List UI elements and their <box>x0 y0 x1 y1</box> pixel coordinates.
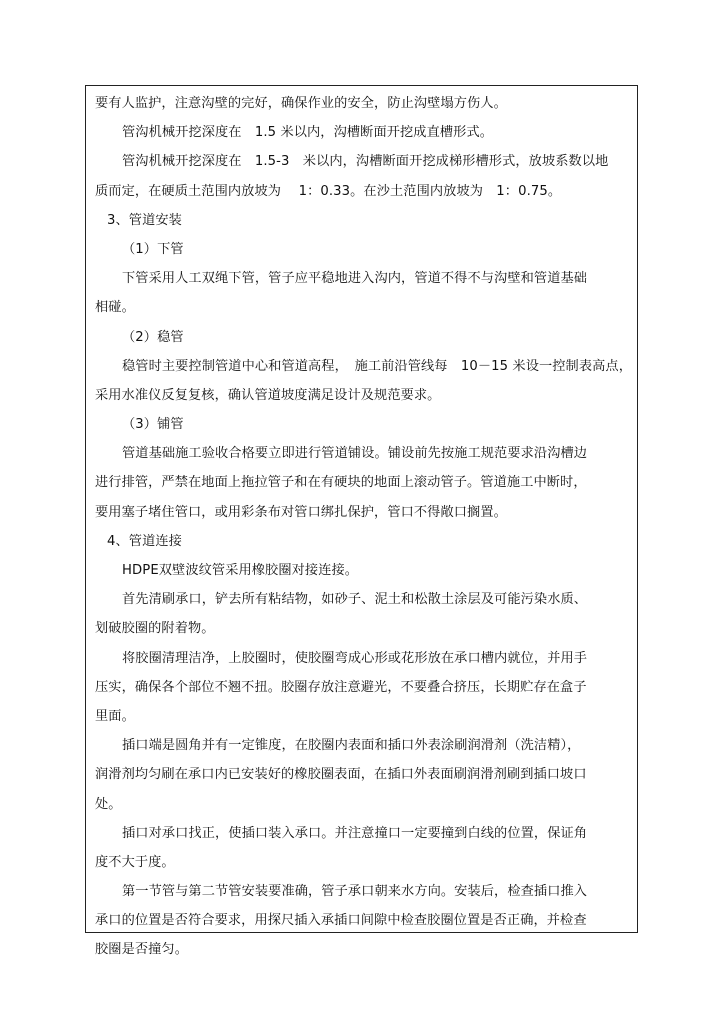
text-line: 进行排管，严禁在地面上拖拉管子和在有硬块的地面上滚动管子。管道施工中断时， <box>95 475 587 491</box>
text-line: 管沟机械开挖深度在 1.5 米以内，沟槽断面开挖成直槽形式。 <box>122 125 494 141</box>
text-line: 要用塞子堵住管口，或用彩条布对管口绑扎保护，管口不得敞口搁置。 <box>95 504 507 520</box>
text-line: 采用水准仪反复复核，确认管道坡度满足设计及规范要求。 <box>95 387 441 403</box>
subsection-heading: （3）铺管 <box>122 417 184 433</box>
text-line: 将胶圈清理洁净，上胶圈时，使胶圈弯成心形或花形放在承口槽内就位，并用手 <box>122 650 588 666</box>
text-line: 度不大于度。 <box>95 854 175 870</box>
text-line: 插口端是圆角并有一定锥度，在胶圈内表面和插口外表涂刷润滑剂（洗洁精）， <box>122 738 581 754</box>
text-line: 管沟机械开挖深度在 1.5-3 米以内，沟槽断面开挖成梯形槽形式，放坡系数以地 <box>122 154 609 170</box>
text-line: 胶圈是否撞匀。 <box>95 942 189 958</box>
text-line: 质而定，在硬质土范围内放坡为 1：0.33。在沙土范围内放坡为 1：0.75。 <box>95 183 562 199</box>
text-line: 下管采用人工双绳下管，管子应平稳地进入沟内，管道不得不与沟壁和管道基础 <box>122 271 588 287</box>
text-line: 插口对承口找正，使插口装入承口。并注意撞口一定要撞到白线的位置，保证角 <box>122 825 588 841</box>
subsection-heading: （1）下管 <box>122 241 184 257</box>
text-line: 稳管时主要控制管道中心和管道高程， 施工前沿管线每 10－15 米设一控制表高点， <box>122 358 632 374</box>
text-line: HDPE双壁波纹管采用橡胶圈对接连接。 <box>122 563 359 578</box>
text-line: 要有人监护，注意沟壁的完好，确保作业的安全，防止沟壁塌方伤人。 <box>95 96 507 111</box>
text-line: 处。 <box>95 796 122 812</box>
section-heading: 3、管道安装 <box>107 212 182 228</box>
text-line: 首先清刷承口，铲去所有粘结物，如砂子、泥土和松散土涂层及可能污染水质、 <box>122 592 588 608</box>
section-heading: 4、管道连接 <box>107 533 182 549</box>
text-line: 里面。 <box>95 708 135 724</box>
text-line: 压实，确保各个部位不翘不扭。胶圈存放注意避光，不要叠合挤压，长期贮存在盒子 <box>95 679 587 695</box>
text-line: 第一节管与第二节管安装要准确，管子承口朝来水方向。安装后，检查插口推入 <box>122 884 588 900</box>
text-line: 划破胶圈的附着物。 <box>95 621 215 637</box>
subsection-heading: （2）稳管 <box>122 329 184 345</box>
document-body <box>95 94 635 970</box>
text-line: 管道基础施工验收合格要立即进行管道铺设。铺设前先按施工规范要求沿沟槽边 <box>122 446 588 462</box>
text-line: 承口的位置是否符合要求，用探尺插入承插口间隙中检查胶圈位置是否正确，并检查 <box>95 913 587 929</box>
text-line: 相碰。 <box>95 300 135 316</box>
text-line: 润滑剂均匀刷在承口内已安装好的橡胶圈表面，在插口外表面刷润滑剂刷到插口坡口 <box>95 767 587 783</box>
